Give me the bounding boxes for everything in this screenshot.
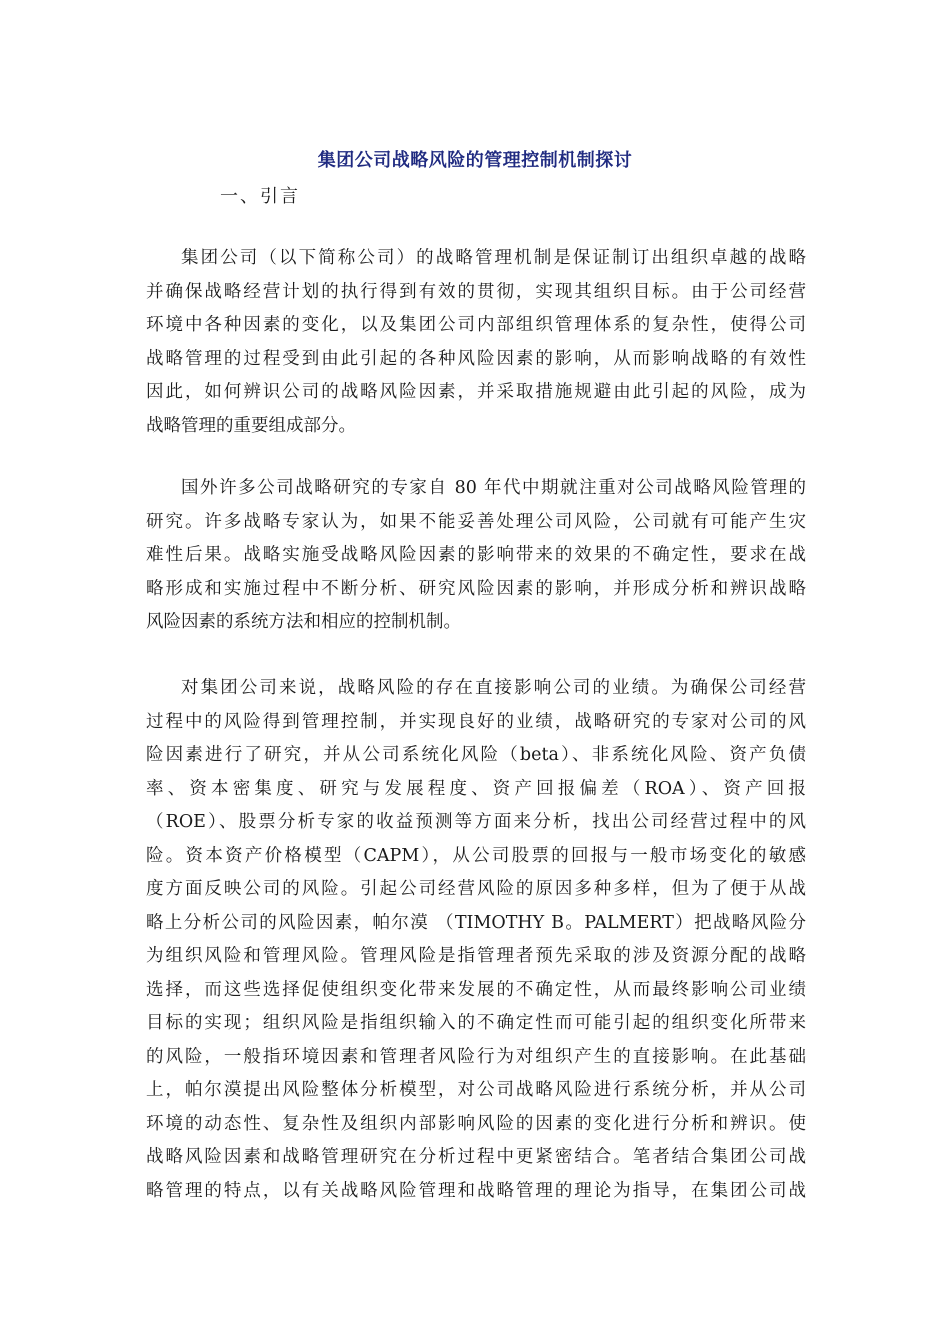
paragraph-line: （ROE）、股票分析专家的收益预测等方面来分析，找出公司经营过程中的风: [146, 812, 806, 832]
paragraph-line: 难性后果。战略实施受战略风险因素的影响带来的效果的不确定性，要求在战: [146, 545, 806, 565]
paragraph-2: [146, 472, 806, 640]
paragraph-line: 战略管理的过程受到由此引起的各种风险因素的影响，从而影响战略的有效性: [146, 348, 806, 369]
paragraph-line: 并确保战略经营计划的执行得到有效的贯彻，实现其组织目标。由于公司经营: [146, 281, 806, 302]
paragraph-line: 险因素进行了研究，并从公司系统化风险（beta）、非系统化风险、资产负债: [146, 745, 806, 765]
paragraph-line: 环境的动态性、复杂性及组织内部影响风险的因素的变化进行分析和辨识。使: [146, 1113, 806, 1134]
paragraph-line: 为组织风险和管理风险。管理风险是指管理者预先采取的涉及资源分配的战略: [146, 946, 806, 966]
paragraph-line: 国外许多公司战略研究的专家自 80 年代中期就注重对公司战略风险管理的: [181, 478, 806, 498]
paragraph-1: [146, 242, 806, 443]
paragraph-line: 的风险，一般指环境因素和管理者风险行为对组织产生的直接影响。在此基础: [146, 1046, 806, 1067]
paragraph-line: 目标的实现；组织风险是指组织输入的不确定性而可能引起的组织变化所带来: [146, 1013, 806, 1033]
paragraph-line: 过程中的风险得到管理控制，并实现良好的业绩，战略研究的专家对公司的风: [146, 711, 806, 732]
paragraph-line: 险。资本资产价格模型（CAPM），从公司股票的回报与一般市场变化的敏感: [146, 845, 806, 866]
paragraph-line: 战略管理的重要组成部分。: [146, 415, 356, 436]
paragraph-line: 略管理的特点，以有关战略风险管理和战略管理的理论为指导，在集团公司战: [146, 1180, 806, 1201]
paragraph-line: 环境中各种因素的变化，以及集团公司内部组织管理体系的复杂性，使得公司: [146, 315, 806, 335]
paragraph-line: 集团公司（以下简称公司）的战略管理机制是保证制订出组织卓越的战略: [181, 248, 806, 268]
paragraph-line: 度方面反映公司的风险。引起公司经营风险的原因多种多样，但为了便于从战: [146, 879, 806, 899]
paragraph-line: 上，帕尔漠提出风险整体分析模型，对公司战略风险进行系统分析，并从公司: [146, 1080, 806, 1100]
paragraph-line: 率、资本密集度、研究与发展程度、资产回报偏差（ROA）、资产回报: [146, 778, 806, 799]
paragraph-line: 略形成和实施过程中不断分析、研究风险因素的影响，并形成分析和辨识战略: [146, 578, 806, 599]
document-title: 集团公司战略风险的管理控制机制探讨: [317, 150, 633, 171]
paragraph-line: 研究。许多战略专家认为，如果不能妥善处理公司风险，公司就有可能产生灾: [146, 511, 806, 532]
paragraph-line: 略上分析公司的风险因素，帕尔漠 （TIMOTHY B。PALMERT）把战略风险分: [146, 912, 806, 933]
paragraph-line: 因此，如何辨识公司的战略风险因素，并采取措施规避由此引起的风险，成为: [146, 382, 806, 402]
paragraph-line: 风险因素的系统方法和相应的控制机制。: [146, 612, 461, 632]
paragraph-3: [146, 672, 806, 1208]
paragraph-line: 对集团公司来说，战略风险的存在直接影响公司的业绩。为确保公司经营: [181, 678, 806, 698]
paragraph-line: 选择，而这些选择促使组织变化带来发展的不确定性，从而最终影响公司业绩: [146, 979, 806, 1000]
paragraph-line: 战略风险因素和战略管理研究在分析过程中更紧密结合。笔者结合集团公司战: [146, 1147, 806, 1167]
section-heading: 一、引言: [220, 186, 300, 207]
